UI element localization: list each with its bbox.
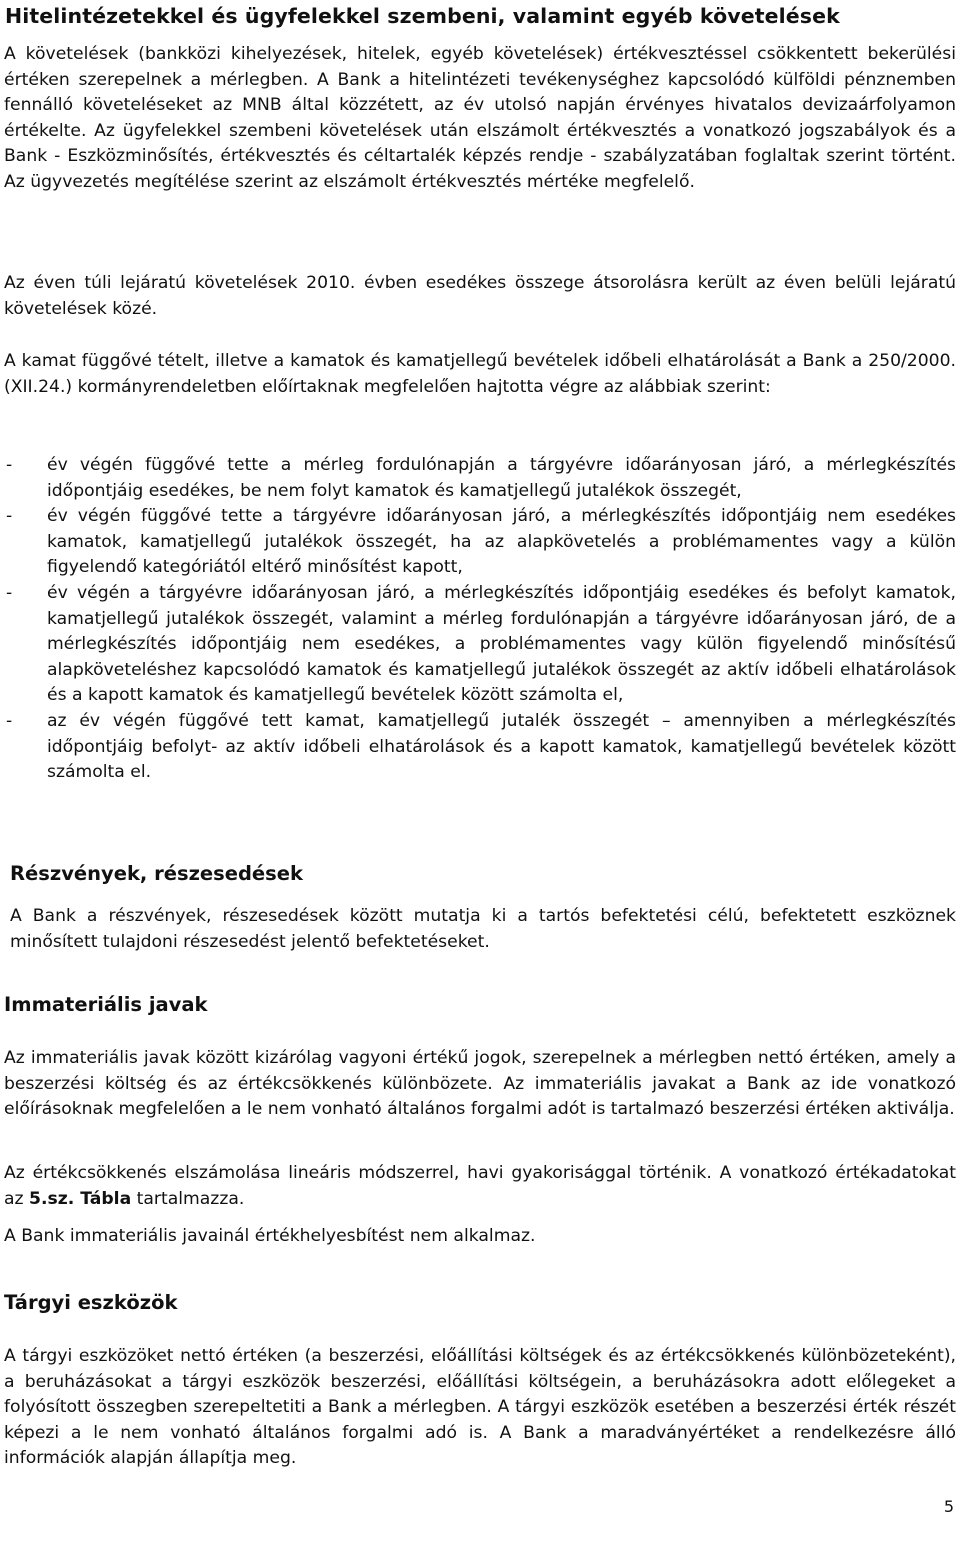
depreciation-text: Az értékcsökkenés elszámolása lineáris módszerrel, havi gyakorisággal történik. A vonatkozó értékadatokat az [4, 1163, 956, 1209]
list-item [4, 581, 956, 709]
paragraph-long-term-receivables: Az éven túli lejáratú követelések 2010. évben esedékes összege átsorolásra került az éven belüli lejáratú követelések közé. [4, 273, 956, 319]
page-number: 5 [943, 1497, 954, 1516]
paragraph-depreciation [4, 1161, 956, 1212]
depreciation-text-end: tartalmazza. [131, 1188, 245, 1209]
interest-list [4, 453, 956, 786]
list-item [4, 504, 956, 581]
section-heading-tangibles: Tárgyi eszközök [4, 1291, 178, 1314]
section-heading-shares: Részvények, részesedések [10, 862, 303, 885]
paragraph-receivables: A követelések (bankközi kihelyezések, hitelek, egyéb követelések) értékvesztéssel csökkentett bekerülési értéken szerepelnek a mérlegben. A Bank a hitelintézeti tevékenységhez kapcsolódó külföldi pénznemben fennálló követeléseket az MNB által közzétett, az év utolsó napján érvényes hivatalos devizaárfolyamon értékelte. Az ügyfelekkel szembeni követelések után elszámolt értékvesztés a vonatkozó jogszabályok és a Bank - Eszközminősítés, értékvesztés és céltartalék képzés rendje - szabályzatában foglaltak szerint történt. Az ügyvezetés megítélése szerint az elszámolt értékvesztés mértéke megfelelő. [4, 44, 956, 192]
dash-bullet: - [6, 582, 13, 603]
list-item-text: év végén függővé tette a mérleg fordulónapján a tárgyévre időarányosan járó, a mérlegkészítés időpontjáig esedékes, be nem folyt kamatok és kamatjellegű jutalékok összegét, [47, 455, 956, 501]
list-item-text: év végén a tárgyévre időarányosan járó, a mérlegkészítés időpontjáig esedékes és befolyt kamatok, kamatjellegű jutalékok összegét, valamint a mérleg fordulónapján a tárgyévre időarányosan járó, de a mérlegkészítés időpontjáig nem esedékes, a problémamentes vagy külön figyelendő minősítésű alapköveteléshez kapcsolódó kamatok és kamatjellegű jutalékok összegét az aktív időbeli elhatárolások és a kapott kamatok és kamatjellegű bevételek között számolta el, [47, 582, 956, 706]
dash-bullet: - [6, 506, 13, 527]
dash-bullet: - [6, 455, 13, 475]
dash-bullet: - [6, 710, 13, 731]
table-reference: 5.sz. Tábla [29, 1188, 132, 1209]
list-item [4, 453, 956, 504]
page-title: Hitelintézetekkel és ügyfelekkel szembeni, valamint egyéb követelések [5, 4, 840, 28]
paragraph-interest-accrual: A kamat függővé tételt, illetve a kamatok és kamatjellegű bevételek időbeli elhatárolását a Bank a 250/2000.(XII.24.) kormányrendeletben előírtaknak megfelelően hajtotta végre az alábbiak szerint: [4, 351, 956, 397]
list-item-text: az év végén függővé tett kamat, kamatjellegű jutalék összegét – amennyiben a mérlegkészítés időpontjáig befolyt- az aktív időbeli elhatárolások és a kapott kamatok, kamatjellegű bevételek között számolta el. [47, 710, 956, 783]
paragraph-revaluation: A Bank immateriális javainál értékhelyesbítést nem alkalmaz. [4, 1226, 536, 1246]
paragraph-shares: A Bank a részvények, részesedések között mutatja ki a tartós befektetési célú, befektetett eszköznek minősített tulajdoni részesedést jelentő befektetéseket. [10, 906, 956, 952]
paragraph-intangibles: Az immateriális javak között kizárólag vagyoni értékű jogok, szerepelnek a mérlegben nettó értéken, amely a beszerzési költség és az értékcsökkenés különbözete. Az immateriális javakat a Bank az ide vonatkozó előírásoknak megfelelően a le nem vonható általános forgalmi adót is tartalmazó beszerzési értéken aktiválja. [4, 1048, 956, 1120]
list-item [4, 709, 956, 786]
paragraph-tangibles: A tárgyi eszközöket nettó értéken (a beszerzési, előállítási költségek és az értékcsökkenés különbözeteként), a beruházásokat a tárgyi eszközök beszerzési, előállítási költségein, a beruházásokra adott előlegeket a folyósított összegben szerepeltetiti a Bank a mérlegben. A tárgyi eszközök esetében a beszerzési érték részét képezi a le nem vonható általános forgalmi adó is. A Bank a maradványértéket a rendelkezésre álló információk alapján állapítja meg. [4, 1346, 956, 1469]
list-item-text: év végén függővé tette a tárgyévre időarányosan járó, a mérlegkészítés időpontjáig nem esedékes kamatok, kamatjellegű jutalékok összegét, ha az alapkövetelés a problémamentes vagy a külön figyelendő kategóriától eltérő minősítést kapott, [47, 506, 956, 578]
section-heading-intangibles: Immateriális javak [4, 993, 208, 1016]
